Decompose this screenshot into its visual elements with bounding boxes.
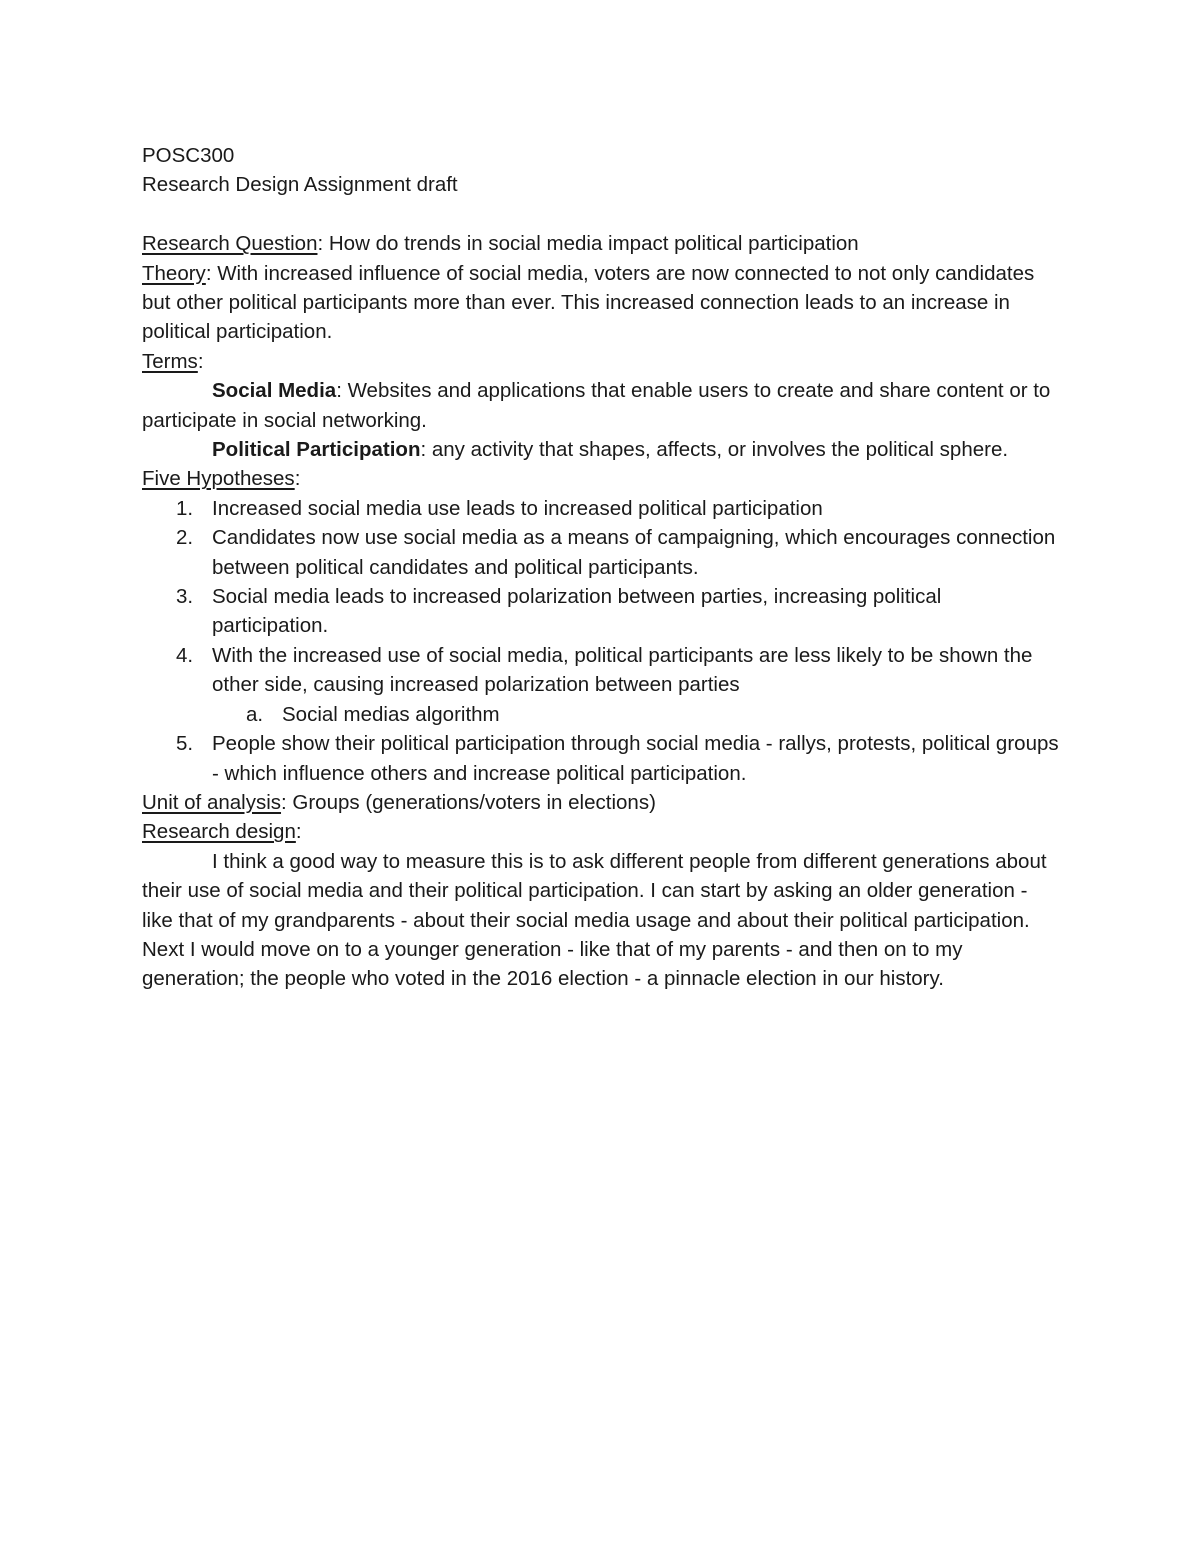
sub-list (212, 700, 1062, 729)
theory (142, 259, 1062, 347)
term-name: Social Media (212, 379, 337, 403)
research-question-label: Research Question (142, 232, 318, 256)
term-definition: : Websites and applications that enable users to create and share content or to participate in social networking. (142, 379, 1057, 432)
term-name: Political Participation (212, 438, 421, 462)
list-item (142, 729, 1062, 788)
research-question-text: : How do trends in social media impact political participation (317, 232, 859, 256)
term-political-participation (142, 435, 1062, 464)
sub-list-item (212, 700, 1062, 729)
theory-label: Theory (142, 261, 206, 285)
list-number: 3. (176, 585, 194, 609)
sub-list-letter: a. (246, 702, 264, 726)
hypotheses-list (142, 494, 1062, 788)
course-code: POSC300 (142, 144, 235, 167)
blank-line (142, 200, 1062, 229)
list-item (142, 523, 1062, 582)
list-item (142, 582, 1062, 641)
research-design-paragraph: I think a good way to measure this is to ask different people from different generations about their use of social media and their political participation. I can start by asking an older generation - like that of my grandparents - about their social media usage and about their political participation. Next I would move on to a younger generation - like that of my parents - and then on to my generation; the people who voted in the 2016 election - a pinnacle election in our history. (142, 849, 1053, 991)
list-item (142, 494, 1062, 523)
terms-suffix: : (197, 349, 204, 373)
hypotheses-heading (142, 464, 1062, 493)
list-item-text: With the increased use of social media, political participants are less likely to be shown the other side, causing increased polarization between parties (212, 643, 1033, 697)
list-item-text: Increased social media use leads to increased political participation (212, 496, 823, 520)
theory-text: : With increased influence of social media, voters are now connected to not only candidates but other political participants more than ever. This increased connection leads to an increase in political participation. (142, 261, 1040, 344)
unit-of-analysis-text: : Groups (generations/voters in elections) (281, 790, 656, 814)
list-number: 5. (176, 732, 194, 756)
research-design-label: Research design (142, 820, 296, 844)
document-page (142, 141, 1062, 994)
research-question (142, 229, 1062, 258)
terms-label: Terms (142, 349, 198, 373)
unit-of-analysis (142, 788, 1062, 817)
research-design-heading (142, 817, 1062, 846)
list-number: 1. (176, 496, 194, 520)
document-subtitle: Research Design Assignment draft (142, 173, 458, 197)
list-item-text: People show their political participation through social media - rallys, protests, political groups - which influence others and increase political participation. (212, 732, 1059, 785)
list-item-text: Social media leads to increased polarization between parties, increasing political participation. (212, 585, 942, 638)
term-social-media (142, 376, 1062, 435)
sub-list-item-text: Social medias algorithm (282, 702, 500, 726)
research-design-suffix: : (295, 820, 302, 844)
list-item (142, 641, 1062, 729)
list-number: 4. (176, 643, 194, 667)
term-definition: : any activity that shapes, affects, or involves the political sphere. (420, 438, 1009, 462)
terms-heading (142, 347, 1062, 376)
list-number: 2. (176, 526, 194, 550)
list-item-text: Candidates now use social media as a means of campaigning, which encourages connection between political candidates and political participants. (212, 526, 1056, 579)
unit-of-analysis-label: Unit of analysis (142, 790, 282, 814)
hypotheses-label: Five Hypotheses (142, 467, 295, 491)
hypotheses-suffix: : (294, 467, 301, 491)
